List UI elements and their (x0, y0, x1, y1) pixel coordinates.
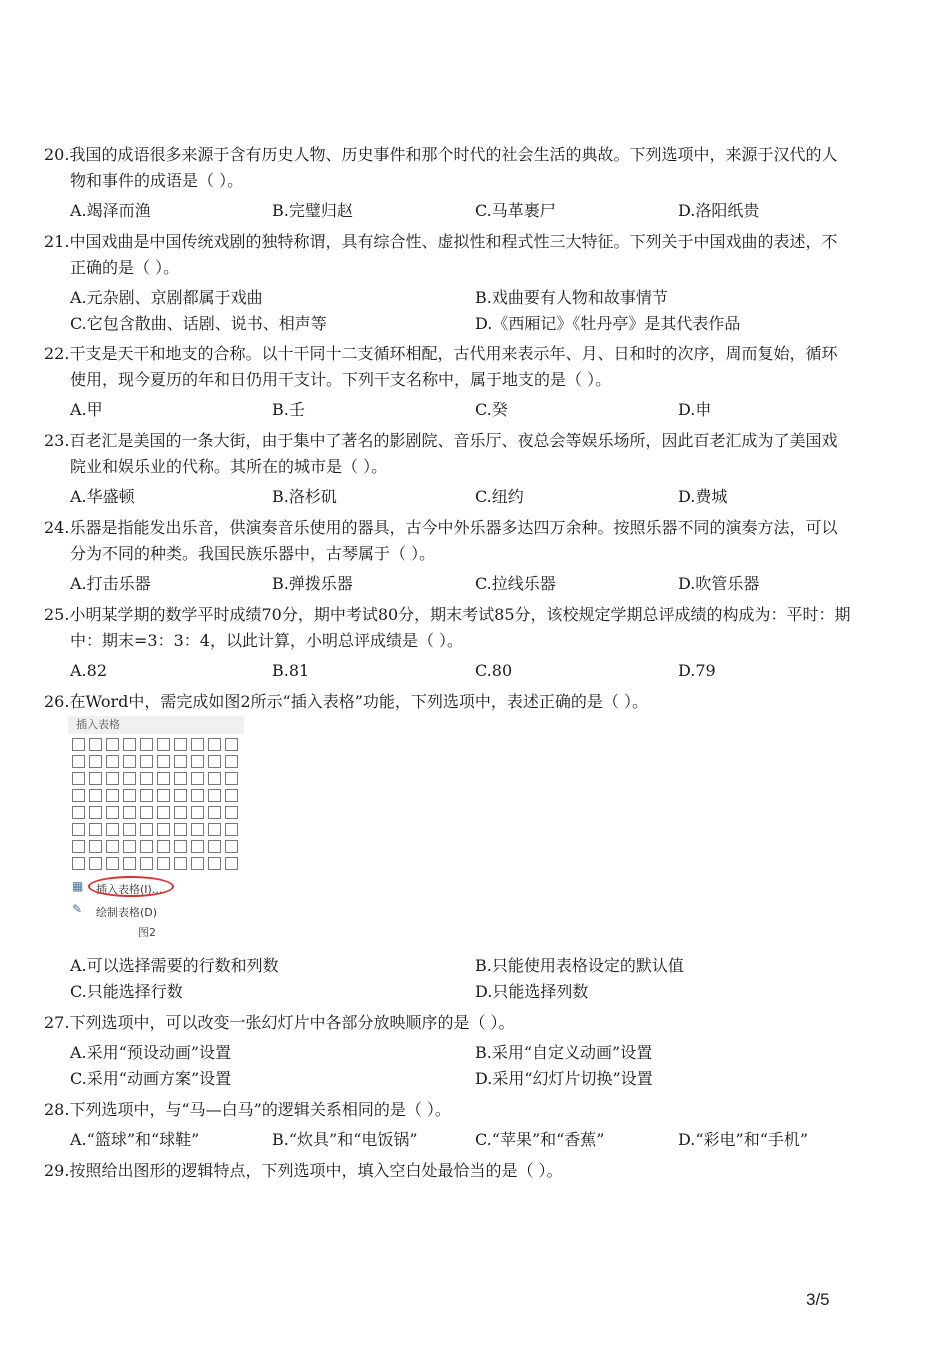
question-27 (44, 1010, 884, 1036)
grid-cell[interactable] (140, 823, 153, 836)
question-24-line1: 24.乐器是指能发出乐音，供演奏音乐使用的器具，古今中外乐器多达四万余种。按照乐器不同的演奏方法，可以 (44, 518, 838, 537)
grid-cell[interactable] (106, 738, 119, 751)
grid-cell[interactable] (140, 755, 153, 768)
grid-cell[interactable] (225, 806, 238, 819)
option-b[interactable]: B.81 (272, 661, 310, 680)
grid-cell[interactable] (72, 823, 85, 836)
grid-cell[interactable] (157, 840, 170, 853)
question-20-line2: 物和事件的成语是（ ）。 (70, 171, 244, 190)
insert-table-figure (68, 716, 246, 942)
grid-cell[interactable] (208, 789, 221, 802)
grid-cell[interactable] (208, 755, 221, 768)
option-c[interactable]: C.纽约 (475, 487, 524, 506)
option-c[interactable]: C.马革裹尸 (475, 201, 556, 220)
grid-cell[interactable] (123, 840, 136, 853)
grid-cell[interactable] (123, 738, 136, 751)
grid-cell[interactable] (72, 755, 85, 768)
grid-cell[interactable] (208, 738, 221, 751)
option-c[interactable]: C.癸 (475, 400, 508, 419)
grid-cell[interactable] (174, 772, 187, 785)
question-25-line2: 中：期末=3：3：4，以此计算，小明总评成绩是（ ）。 (70, 631, 464, 650)
question-21-line1: 21.中国戏曲是中国传统戏剧的独特称谓，具有综合性、虚拟性和程式性三大特征。下列关于中国戏曲的表述，不 (44, 232, 838, 251)
grid-cell[interactable] (89, 806, 102, 819)
grid-cell[interactable] (89, 857, 102, 870)
grid-cell[interactable] (174, 755, 187, 768)
grid-cell[interactable] (106, 772, 119, 785)
figure-title: 插入表格 (68, 716, 244, 734)
draw-table-menu-item[interactable]: 绘制表格(D) (96, 906, 158, 919)
option-c[interactable]: C.采用“动画方案”设置 (70, 1069, 232, 1088)
option-c[interactable]: C.“苹果”和“香蕉” (475, 1130, 605, 1149)
grid-cell[interactable] (225, 857, 238, 870)
question-29-line1: 29.按照给出图形的逻辑特点，下列选项中，填入空白处最恰当的是（ ）。 (44, 1161, 563, 1180)
option-d[interactable]: D.“彩电”和“手机” (678, 1130, 809, 1149)
grid-cell[interactable] (191, 772, 204, 785)
grid-cell[interactable] (157, 806, 170, 819)
grid-cell[interactable] (191, 806, 204, 819)
grid-cell[interactable] (89, 755, 102, 768)
option-c[interactable]: C.只能选择行数 (70, 982, 183, 1001)
grid-cell[interactable] (191, 738, 204, 751)
grid-cell[interactable] (157, 823, 170, 836)
question-26 (44, 689, 884, 715)
grid-cell[interactable] (106, 789, 119, 802)
option-d[interactable]: D.洛阳纸贵 (678, 201, 760, 220)
option-d[interactable]: D.只能选择列数 (475, 982, 589, 1001)
option-d[interactable]: D.费城 (678, 487, 728, 506)
grid-cell[interactable] (123, 789, 136, 802)
option-a[interactable]: A.竭泽而渔 (70, 201, 151, 220)
question-20 (44, 142, 884, 194)
grid-cell[interactable] (174, 840, 187, 853)
grid-cell[interactable] (157, 789, 170, 802)
grid-cell[interactable] (208, 823, 221, 836)
option-d[interactable]: D.采用“幻灯片切换”设置 (475, 1069, 653, 1088)
question-24-line2: 分为不同的种类。我国民族乐器中，古琴属于（ ）。 (70, 544, 436, 563)
grid-cell[interactable] (208, 840, 221, 853)
option-c[interactable]: C.80 (475, 661, 513, 680)
grid-cell[interactable] (191, 857, 204, 870)
grid-cell[interactable] (174, 789, 187, 802)
question-20-line1: 20.我国的成语很多来源于含有历史人物、历史事件和那个时代的社会生活的典故。下列选项中，来源于汉代的人 (44, 145, 838, 164)
draw-table-icon: ✎ (72, 902, 83, 916)
grid-cell[interactable] (89, 738, 102, 751)
option-c[interactable]: C.拉线乐器 (475, 574, 556, 593)
option-b[interactable]: B.壬 (272, 400, 305, 419)
grid-cell[interactable] (157, 755, 170, 768)
question-22-line1: 22.干支是天干和地支的合称。以十干同十二支循环相配，古代用来表示年、月、日和时的次序，周而复始，循环 (44, 344, 838, 363)
option-a[interactable]: A.打击乐器 (70, 574, 151, 593)
question-24 (44, 515, 884, 567)
option-a[interactable]: A.“篮球”和“球鞋” (70, 1130, 200, 1149)
question-25 (44, 602, 884, 654)
grid-cell[interactable] (72, 738, 85, 751)
option-c[interactable]: C.它包含散曲、话剧、说书、相声等 (70, 314, 327, 333)
question-23 (44, 428, 884, 480)
option-d[interactable]: D.《西厢记》《牡丹亭》是其代表作品 (475, 314, 741, 333)
grid-cell[interactable] (140, 789, 153, 802)
option-a[interactable]: A.82 (70, 661, 107, 680)
option-b[interactable]: B.完璧归赵 (272, 201, 353, 220)
grid-cell[interactable] (89, 789, 102, 802)
grid-cell[interactable] (191, 840, 204, 853)
grid-cell[interactable] (225, 772, 238, 785)
grid-cell[interactable] (191, 755, 204, 768)
question-23-line1: 23.百老汇是美国的一条大街，由于集中了著名的影剧院、音乐厅、夜总会等娱乐场所，因此百老汇成为了美国戏 (44, 431, 838, 450)
option-d[interactable]: D.吹管乐器 (678, 574, 760, 593)
grid-cell[interactable] (72, 806, 85, 819)
grid-cell[interactable] (225, 789, 238, 802)
grid-cell[interactable] (208, 806, 221, 819)
option-b[interactable]: B.戏曲要有人物和故事情节 (475, 288, 668, 307)
grid-cell[interactable] (123, 806, 136, 819)
page-number: 3/5 (806, 1290, 830, 1309)
grid-cell[interactable] (89, 823, 102, 836)
grid-cell[interactable] (225, 840, 238, 853)
grid-cell[interactable] (106, 806, 119, 819)
grid-cell[interactable] (106, 755, 119, 768)
grid-cell[interactable] (123, 755, 136, 768)
grid-cell[interactable] (225, 755, 238, 768)
grid-cell[interactable] (174, 738, 187, 751)
question-25-line1: 25.小明某学期的数学平时成绩70分，期中考试80分，期末考试85分，该校规定学期总评成绩的构成为：平时：期 (44, 605, 851, 624)
question-21 (44, 229, 884, 281)
grid-cell[interactable] (72, 772, 85, 785)
grid-cell[interactable] (89, 772, 102, 785)
grid-cell[interactable] (208, 772, 221, 785)
option-a[interactable]: A.甲 (70, 400, 103, 419)
option-a[interactable]: A.元杂剧、京剧都属于戏曲 (70, 288, 263, 307)
option-d[interactable]: D.79 (678, 661, 716, 680)
grid-cell[interactable] (191, 823, 204, 836)
grid-cell[interactable] (106, 823, 119, 836)
option-b[interactable]: B.采用“自定义动画”设置 (475, 1043, 653, 1062)
grid-cell[interactable] (106, 840, 119, 853)
question-28 (44, 1097, 884, 1123)
grid-cell[interactable] (208, 857, 221, 870)
option-a[interactable]: A.采用“预设动画”设置 (70, 1043, 232, 1062)
grid-cell[interactable] (225, 823, 238, 836)
grid-cell[interactable] (123, 772, 136, 785)
option-a[interactable]: A.可以选择需要的行数和列数 (70, 956, 279, 975)
option-b[interactable]: B.只能使用表格设定的默认值 (475, 956, 684, 975)
table-icon: ▦ (72, 879, 84, 893)
grid-cell[interactable] (140, 840, 153, 853)
question-28-line1: 28.下列选项中，与“马—白马”的逻辑关系相同的是（ ）。 (44, 1100, 451, 1119)
question-21-line2: 正确的是（ ）。 (70, 258, 180, 277)
grid-cell[interactable] (174, 806, 187, 819)
grid-cell[interactable] (225, 738, 238, 751)
grid-cell[interactable] (140, 857, 153, 870)
grid-cell[interactable] (72, 857, 85, 870)
option-a[interactable]: A.华盛顿 (70, 487, 135, 506)
option-b[interactable]: B.洛杉矶 (272, 487, 337, 506)
highlight-circle (88, 876, 174, 897)
insert-table-menu-item[interactable]: 插入表格(I)... (96, 883, 163, 896)
grid-cell[interactable] (157, 857, 170, 870)
grid-cell[interactable] (72, 789, 85, 802)
grid-cell[interactable] (174, 857, 187, 870)
grid-cell[interactable] (89, 840, 102, 853)
figure-caption: 图2 (138, 926, 156, 939)
grid-cell[interactable] (140, 806, 153, 819)
option-d[interactable]: D.申 (678, 400, 712, 419)
grid-cell[interactable] (157, 772, 170, 785)
question-23-line2: 院业和娱乐业的代称。其所在的城市是（ ）。 (70, 457, 388, 476)
grid-cell[interactable] (191, 789, 204, 802)
option-b[interactable]: B.“炊具”和“电饭锅” (272, 1130, 418, 1149)
grid-cell[interactable] (140, 772, 153, 785)
question-26-line1: 26.在Word中，需完成如图2所示“插入表格”功能，下列选项中，表述正确的是（ ）。 (44, 692, 648, 711)
question-29 (44, 1158, 884, 1184)
question-22-line2: 使用，现今夏历的年和日仍用干支计。下列干支名称中，属于地支的是（ ）。 (70, 370, 612, 389)
grid-cell[interactable] (106, 857, 119, 870)
option-b[interactable]: B.弹拨乐器 (272, 574, 353, 593)
grid-cell[interactable] (123, 857, 136, 870)
grid-cell[interactable] (72, 840, 85, 853)
question-22 (44, 341, 884, 393)
grid-cell[interactable] (140, 738, 153, 751)
grid-cell[interactable] (157, 738, 170, 751)
grid-cell[interactable] (123, 823, 136, 836)
question-27-line1: 27.下列选项中，可以改变一张幻灯片中各部分放映顺序的是（ ）。 (44, 1013, 515, 1032)
grid-cell[interactable] (174, 823, 187, 836)
